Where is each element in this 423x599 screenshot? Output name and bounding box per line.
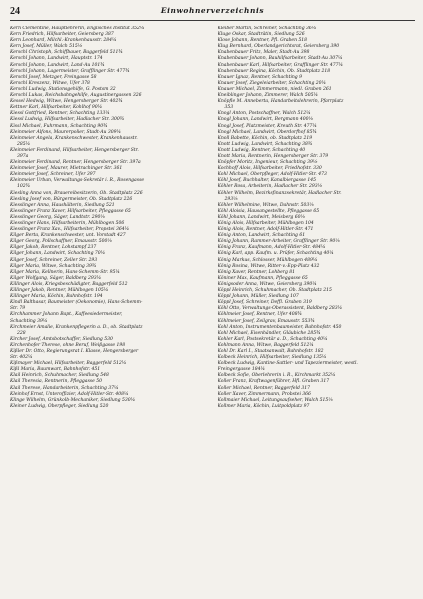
directory-entry: Köppl Josef, Schreiner, Deffl. Graben 319 [217, 300, 312, 306]
directory-entry: Str. 402¼ [10, 355, 33, 361]
right-column [218, 26, 416, 410]
directory-entry: Kiesslinger Franz Xaver, Hilfsarbeiter, Pfleggasse 65 [10, 208, 131, 214]
directory-entry: Kleinmeier Josef, Maurer, Mietrachinger Str. 361 [10, 166, 123, 172]
directory-entry: Kolbeck Heinrich, Hilfsarbeiter, Siedlung 135¼ [217, 355, 327, 361]
directory-entry: Kleiber Martin, Schreiner, Schachting 36¼ [217, 26, 317, 31]
directory-entry: Knabenbauer Fritz, Maler, Stadt-Au 398 [217, 50, 310, 56]
directory-entry: Knogl Anton, Postschaffner, Walch 512¼ [217, 111, 311, 117]
directory-entry: 285¼ [17, 141, 31, 147]
directory-entry: Knauer Ignaz, Rentner, Schachting 9 [217, 74, 302, 80]
directory-entry: Kochhoff Alois, Hilfsarbeiter, Friedhofstr. 330 [217, 166, 322, 172]
directory-entry: Köhl Aloisia, Hausangestellte, Pfleggasse 65 [217, 208, 320, 214]
directory-entry: Kiessl Gottfried, Rentner, Schachting 133¼ [10, 111, 110, 117]
directory-entry: Knogl Michael, Landwirt, Oberdorfhof 85¾ [217, 129, 317, 135]
directory-entry: 353 [224, 105, 234, 111]
directory-entry: Klail Therese, Handarbeiterin, Schachting 37¼ [10, 385, 119, 391]
directory-entry: Kerschl Lukas, Reichsbahngehilfe, Augustinergassen 326 [10, 93, 142, 99]
directory-entry: Kilger Josef, Schreiner, Zeller Str. 293 [10, 257, 98, 263]
directory-entry: Kern Leonhard, Milchl.-Krankenhausstr. 284¼ [10, 38, 117, 44]
directory-entry: König Markus, Schlosser, Mühlbogen 489¼ [217, 257, 318, 263]
directory-entry: Knabenbauer Karl, Hilfsarbeiter, Grafflinger Str. 477¼ [217, 62, 343, 68]
directory-entry: Köhlmeier Josef, Rentner, Ufer 408¾ [217, 312, 302, 318]
directory-entry: Kern Josef, Müller, Walch 515⅛ [10, 44, 83, 50]
directory-entry: Kirchenhofer Therese, ohne Beruf, Weißgasse 198 [10, 342, 126, 348]
directory-entry: König Johann, Rammer-Arbeiter, Grafflinger Str. 90⅛ [217, 239, 340, 245]
directory-entry: 293⅛ [224, 196, 238, 202]
directory-entry: Koller Xaver, Zimmermann, Probstei 366 [217, 391, 311, 397]
directory-entry: Klail Heinrich, Schuhmacher, Siedlung 548 [10, 373, 109, 379]
directory-entry: Koller Michael, Rentner, Baggerfeld 317 [217, 385, 310, 391]
directory-entry: Kolbeck Sofie, Oberlehrerin i. R., Kirchmarkt 352¼ [217, 373, 336, 379]
directory-entry: König Xaver, Rentner, Lohberg 81 [217, 269, 296, 275]
directory-entry: Killinger Jakob, Rentner, Mühlbogen 105¼ [10, 288, 109, 294]
directory-entry: Knoll Babette, Köchin, ob. Stadtplatz 219 [217, 135, 313, 141]
directory-entry: Köniner Max, Kaufmann, Pfleggasse 65 [217, 275, 308, 281]
directory-columns [10, 26, 415, 410]
directory-entry: Kilger Maria, Witwe, Schachting 39¾ [10, 263, 97, 269]
directory-entry: Köhlmeier Josef, Zeilgrav, Emausstr. 553¾ [217, 318, 315, 324]
directory-entry: Kircher Josef, Amtsbotschaffer, Siedlung 530 [10, 336, 113, 342]
directory-entry: Kerschl Josef, Metzger, Freingasse 58 [10, 74, 97, 80]
directory-entry: Klail Theresia, Rentnerin, Pfleggasse 50 [10, 379, 102, 385]
directory-entry: Kleiner Ludwig, Oberpfleger, Siedlung 520 [10, 403, 109, 409]
directory-entry: Kiesslinger Hans, Hilfsarbeiterin, Mühlbogen 506 [10, 221, 125, 226]
directory-entry: Knott Maria, Rentnerin, Hengersberger Str. 379 [217, 153, 329, 159]
directory-entry: Kirchhammer Johann Bapt., Kaffeesiedermeister, [10, 312, 123, 318]
directory-entry: Knöpfer Moritz, Ingenieur, Schachting 39⅛ [217, 160, 318, 166]
directory-entry: Knott Ludwig, Rentner, Schachting 40 [217, 147, 306, 153]
directory-entry: Kilger Maria, Kellnerin, Hans-Schemm-Str. 95¼ [10, 269, 120, 275]
directory-entry: Kleinhof Ernst, Unteroffizier, Adolf-Hitler-Str. 408¼ [10, 391, 129, 397]
left-column [10, 26, 208, 410]
directory-entry: Kern Friedrich, Hilfsarbeiter, Geiersberg 387 [10, 32, 114, 38]
directory-entry: Knabenbauer Regina, Köchin, Ob. Stadtplatz 218 [217, 68, 331, 74]
directory-entry: Kleinmeier Angela, Krankenschwester, Krankenhausstr. [10, 135, 138, 141]
directory-entry: Köhler Wilhelmine, Witwe, Dahnstr. 503⅛ [217, 202, 314, 208]
directory-entry: Köhler Wilhelm, Bezirksfinanzsekretär, Hadlacher Str. [217, 190, 342, 196]
directory-entry: Kerschl Johann, Lagermeister, Grafflinger Str. 477¾ [10, 68, 130, 74]
directory-entry: Kilger Georg, Pollschaffner, Emausstr. 500⅛ [10, 239, 112, 245]
directory-entry: Freingergasse 184¼ [217, 367, 265, 373]
directory-entry: Kerschl Johann, Landwirt, Land-Au 101¾ [10, 62, 105, 68]
directory-entry: Kiesling Josef von, Bürgermeister, Ob. Stadtplatz 226 [10, 196, 133, 202]
directory-entry: 228 [17, 330, 26, 336]
directory-entry: Kohl Dr. Karl I., Staatsanwalt, Bahnhofstr. 182 [217, 348, 324, 354]
directory-entry: Kiesslinger Anna, Haushälterin, Siedlung 521 [10, 202, 115, 208]
directory-entry: Killinger Maria, Köchin, Bahnhofstr. 194 [10, 294, 103, 300]
directory-entry: König Rosina, Witwe, Ritter-v.-Epp-Platz 432 [217, 263, 320, 269]
directory-entry: Kern Clementine, Hauptlehrerin, Englisches Institut 352¼ [10, 26, 145, 31]
directory-entry: Köppl Heinrich, Schuhmacher, Ob. Stadtplatz 215 [217, 288, 332, 294]
directory-entry: Knott Ludwig, Landwirt, Schachting 38¾ [217, 141, 313, 147]
directory-entry: Kohl Michael, Oberpfleger, Adolf-Hitler-Str. 473 [217, 172, 327, 178]
directory-entry: König Anton, Landwirt, Schachting 61 [217, 233, 306, 239]
directory-entry: Kißmayer Michael, Hilfsarbeiter, Baggerfeld 512¼ [10, 361, 127, 367]
directory-entry: Kleinmeier Ferdinand, Hilfsarbeiter, Hengersberger Str. [10, 147, 139, 153]
directory-entry: Kleinmeier Josef, Schreiner, Ufer 397 [10, 172, 96, 178]
page-number: 24 [10, 6, 20, 17]
directory-entry: Kolbeck Ludwig, Kantine-Sattler- und Tapeziermeister, westl. [217, 361, 358, 367]
directory-entry: Köhler Rosa, Arbeiterin, Hadlacher Str. 293⅛ [217, 184, 323, 190]
directory-entry: Kohl Michael, Eisenhändler, Gläubiche 285¾ [217, 330, 321, 336]
directory-entry: Kiessl Ludwig, Hilfsarbeiter, Hadlacher Str. 300¾ [10, 117, 125, 123]
directory-entry: 102¾ [17, 184, 31, 190]
directory-entry: Klose Johann, Rentner, Pfl. Graben 518 [217, 38, 308, 44]
directory-entry: Knauer Michael, Zimmermann, niedl. Graben 261 [217, 86, 332, 92]
directory-entry: König Karl, app. Kaufm. u. Prüfer, Schachting 40¼ [217, 251, 334, 257]
directory-entry: Kindl Balthasar, Baumeister (Oekonomie), Hans-Schemm- [10, 300, 143, 306]
directory-entry: Knauer Josef, Ziegeleiarbeiter, Schachting 20¼ [217, 80, 326, 86]
page-header [10, 6, 415, 21]
directory-entry: Str. 79 [10, 306, 26, 312]
directory-entry: Kiesling Anna von, Brauereibesitzerin, Ob. Stadtplatz 226 [10, 190, 143, 196]
directory-entry: Kluge Oskar, Stadträtin, Siedlung 526 [217, 32, 305, 38]
directory-entry: Koller Franz, Kraftwagenführer, Hfl. Graben 317 [217, 379, 330, 385]
directory-entry: Killinger Alois, Kriegsbeschädigter, Baggerfeld 512 [10, 281, 128, 287]
directory-entry: Kohlmann Anna, Witwe, Baggerfeld 512¼ [217, 342, 314, 348]
directory-entry: Kleinmeier Alfons, Maurerpolier, Stadt-Au 309¼ [10, 129, 121, 135]
directory-entry: Knöpfle M. Anneberta, Handarbeitslehrerin, Pfarrplatz [217, 99, 344, 105]
directory-entry: Kilger Jakob, Rentner, Lohstampf 237 [10, 245, 97, 251]
directory-entry: Kollmer Maria, Köchin, Luitpoldplatz 97 [217, 403, 310, 409]
directory-entry: Köppl Johann, Müller, Siedlung 107 [217, 294, 299, 300]
directory-entry: Kohl Anton, Instrumentenbaumeister, Bahnhofstr. 450 [217, 324, 342, 330]
page-title: Einwohnerverzeichnis [160, 6, 265, 15]
directory-entry: Köhl Otto, Verwaltungs-Oberassistent, Baldberg 283¼ [217, 306, 343, 312]
directory-entry: Kohler Karl, Postsekretär a. D., Schachting 40¼ [217, 336, 328, 342]
directory-entry: König Alois, Rentner, Adolf-Hitler-Str. 471 [217, 227, 314, 233]
directory-entry: Kettner Karl, Hilfsarbeiter, Kohlhof 90¼ [10, 105, 102, 111]
directory-entry: Knabenbauer Johann, Bauhilfsarbeiter, Stadt-Au 307¼ [217, 56, 343, 62]
directory-entry: Knogl Johann, Landwirt, Bergmann 400⅛ [217, 117, 313, 123]
directory-entry: Klinge Wilhelm, Grünkolb-Mechaniker, Siedlung 530¼ [10, 397, 135, 403]
directory-entry: Kilger Berta, Krankenschwester, unt. Vorstadt 427 [10, 233, 126, 239]
directory-entry: Kerschl Ludwig, Stationsgehilfe, G. Postsm 32 [10, 86, 116, 92]
directory-entry: Kißler Dr. Otto, Regierungsrat I. Klasse, Hengersberger [10, 348, 139, 354]
directory-entry: Kessel Hedwig, Witwe, Hengersberger Str. 402¾ [10, 99, 123, 105]
directory-entry: Klug Bernhard, Oberlandgerichtsrat, Geiersberg 390 [217, 44, 340, 50]
directory-entry: Kilger Wolfgang, Säger, Baldberg 293¼ [10, 275, 102, 281]
directory-entry: Kirchmeier Amalie, Krankenpflegerin a. D., ob. Stadtplatz [10, 324, 143, 330]
directory-entry: Kerschl Johann, Landwirt, Hauptstr. 174 [10, 56, 103, 62]
directory-entry: Kleinmeier Ferdinand, Rentner, Hengersberger Str. 397a [10, 160, 141, 166]
directory-entry: Königsoder Anna, Witwe, Geiersberg 390¼ [217, 281, 317, 287]
directory-entry: Kollmaier Michael, Leitungsaufseher, Walch 515⅛ [217, 397, 333, 403]
directory-entry: Köhl Josef, Buchhalter, Kanalbiergasse 145 [217, 178, 316, 184]
directory-entry: Köhl Johann, Landwirt, Meisberg 60⅛ [217, 214, 305, 220]
directory-entry: Kiesslinger Georg, Säger, Landtstr. 290⅛ [10, 214, 105, 220]
directory-entry: 397a [17, 153, 29, 159]
directory-entry: Kißl Maria, Baumwart, Bahnhofstr. 451 [10, 367, 101, 373]
directory-entry: Kerschl Christoph, Schiffbauer, Baggerfeld 511¾ [10, 50, 123, 56]
directory-entry: Kneiblinger Johann, Zimmerer, Walch 505¼ [217, 93, 318, 99]
directory-entry: Schachting 39¼ [10, 318, 48, 324]
directory-entry: Kleinmeier Urban, Verwaltungs-Sekretär i. R., Rosengasse [10, 178, 145, 184]
directory-entry: Kerschl Kreszenz, Witwe, Ufer 378 [10, 80, 90, 86]
directory-entry: Knogl Josef, Platzmeister, Kreuth Str. 477¼ [217, 123, 317, 129]
directory-entry: Kilger Johann, Landwirt, Schachting 70¼ [10, 251, 106, 257]
directory-entry: König Alois, Hilfsarbeiter, Mühlbogen 104 [217, 221, 314, 226]
directory-entry: Kissl Michael, Fuhrmann, Schachting 90¾ [10, 123, 108, 129]
directory-entry: Kiesslinger Franz Xav., Hilfsarbeiter, Propstei 364¼ [10, 227, 129, 233]
directory-entry: König Franz, Kaufmann, Adolf-Hitler-Str. 484¼ [217, 245, 326, 251]
